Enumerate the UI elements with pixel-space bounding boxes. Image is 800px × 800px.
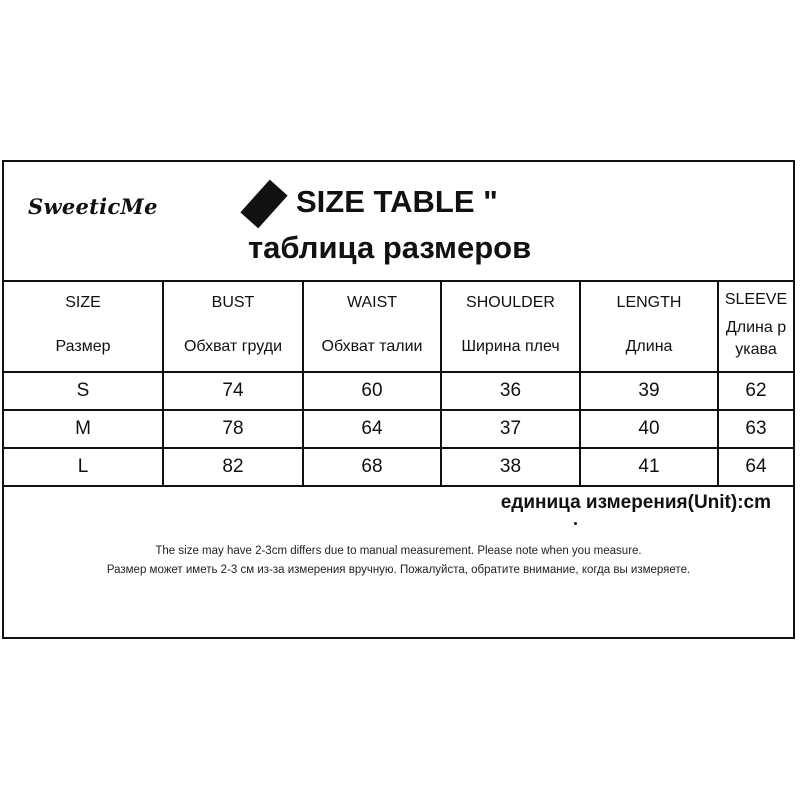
cell-bust: 82 [163, 448, 303, 486]
cell-shoulder: 36 [441, 372, 580, 410]
column-header-size: SIZE Размер [4, 280, 163, 372]
cell-bust: 74 [163, 372, 303, 410]
measurement-note-english: The size may have 2-3cm differs due to manual measurement. Please note when you measure. [155, 545, 642, 557]
cell-length: 39 [580, 372, 718, 410]
cell-length: 41 [580, 448, 718, 486]
cell-bust: 78 [163, 410, 303, 448]
chart-header [4, 162, 793, 282]
cell-shoulder: 38 [441, 448, 580, 486]
cell-waist: 68 [303, 448, 441, 486]
title-english: SIZE TABLE " [296, 184, 498, 219]
column-header-length: LENGTH Длина [580, 280, 718, 372]
table-row [4, 372, 793, 410]
table-row [4, 410, 793, 448]
cell-sleeve: 63 [718, 410, 793, 448]
column-header-sleeve: SLEEVE Длина р укава [718, 280, 793, 372]
cell-sleeve: 64 [718, 448, 793, 486]
measurement-note-russian: Размер может иметь 2-3 см из-за измерения вручную. Пожалуйста, обратите внимание, когда вы измеряете. [106, 564, 691, 576]
title-russian: таблица размеров [248, 230, 532, 265]
column-header-waist: WAIST Обхват талии [303, 280, 441, 372]
column-header-bust: BUST Обхват груди [163, 280, 303, 372]
cell-sleeve: 62 [718, 372, 793, 410]
brand-logo: SweeticMe [28, 194, 158, 219]
size-chart-frame [2, 160, 795, 639]
size-table [4, 280, 793, 487]
table-header-row [4, 280, 793, 372]
unit-note: единица измерения(Unit):cm [500, 492, 771, 513]
dot-mark [574, 522, 577, 525]
cell-waist: 60 [303, 372, 441, 410]
cell-shoulder: 37 [441, 410, 580, 448]
cell-size: S [4, 372, 163, 410]
cell-waist: 64 [303, 410, 441, 448]
column-header-shoulder: SHOULDER Ширина плеч [441, 280, 580, 372]
cell-size: L [4, 448, 163, 486]
cell-length: 40 [580, 410, 718, 448]
title-marker-icon [240, 180, 287, 229]
cell-size: M [4, 410, 163, 448]
table-row [4, 448, 793, 486]
